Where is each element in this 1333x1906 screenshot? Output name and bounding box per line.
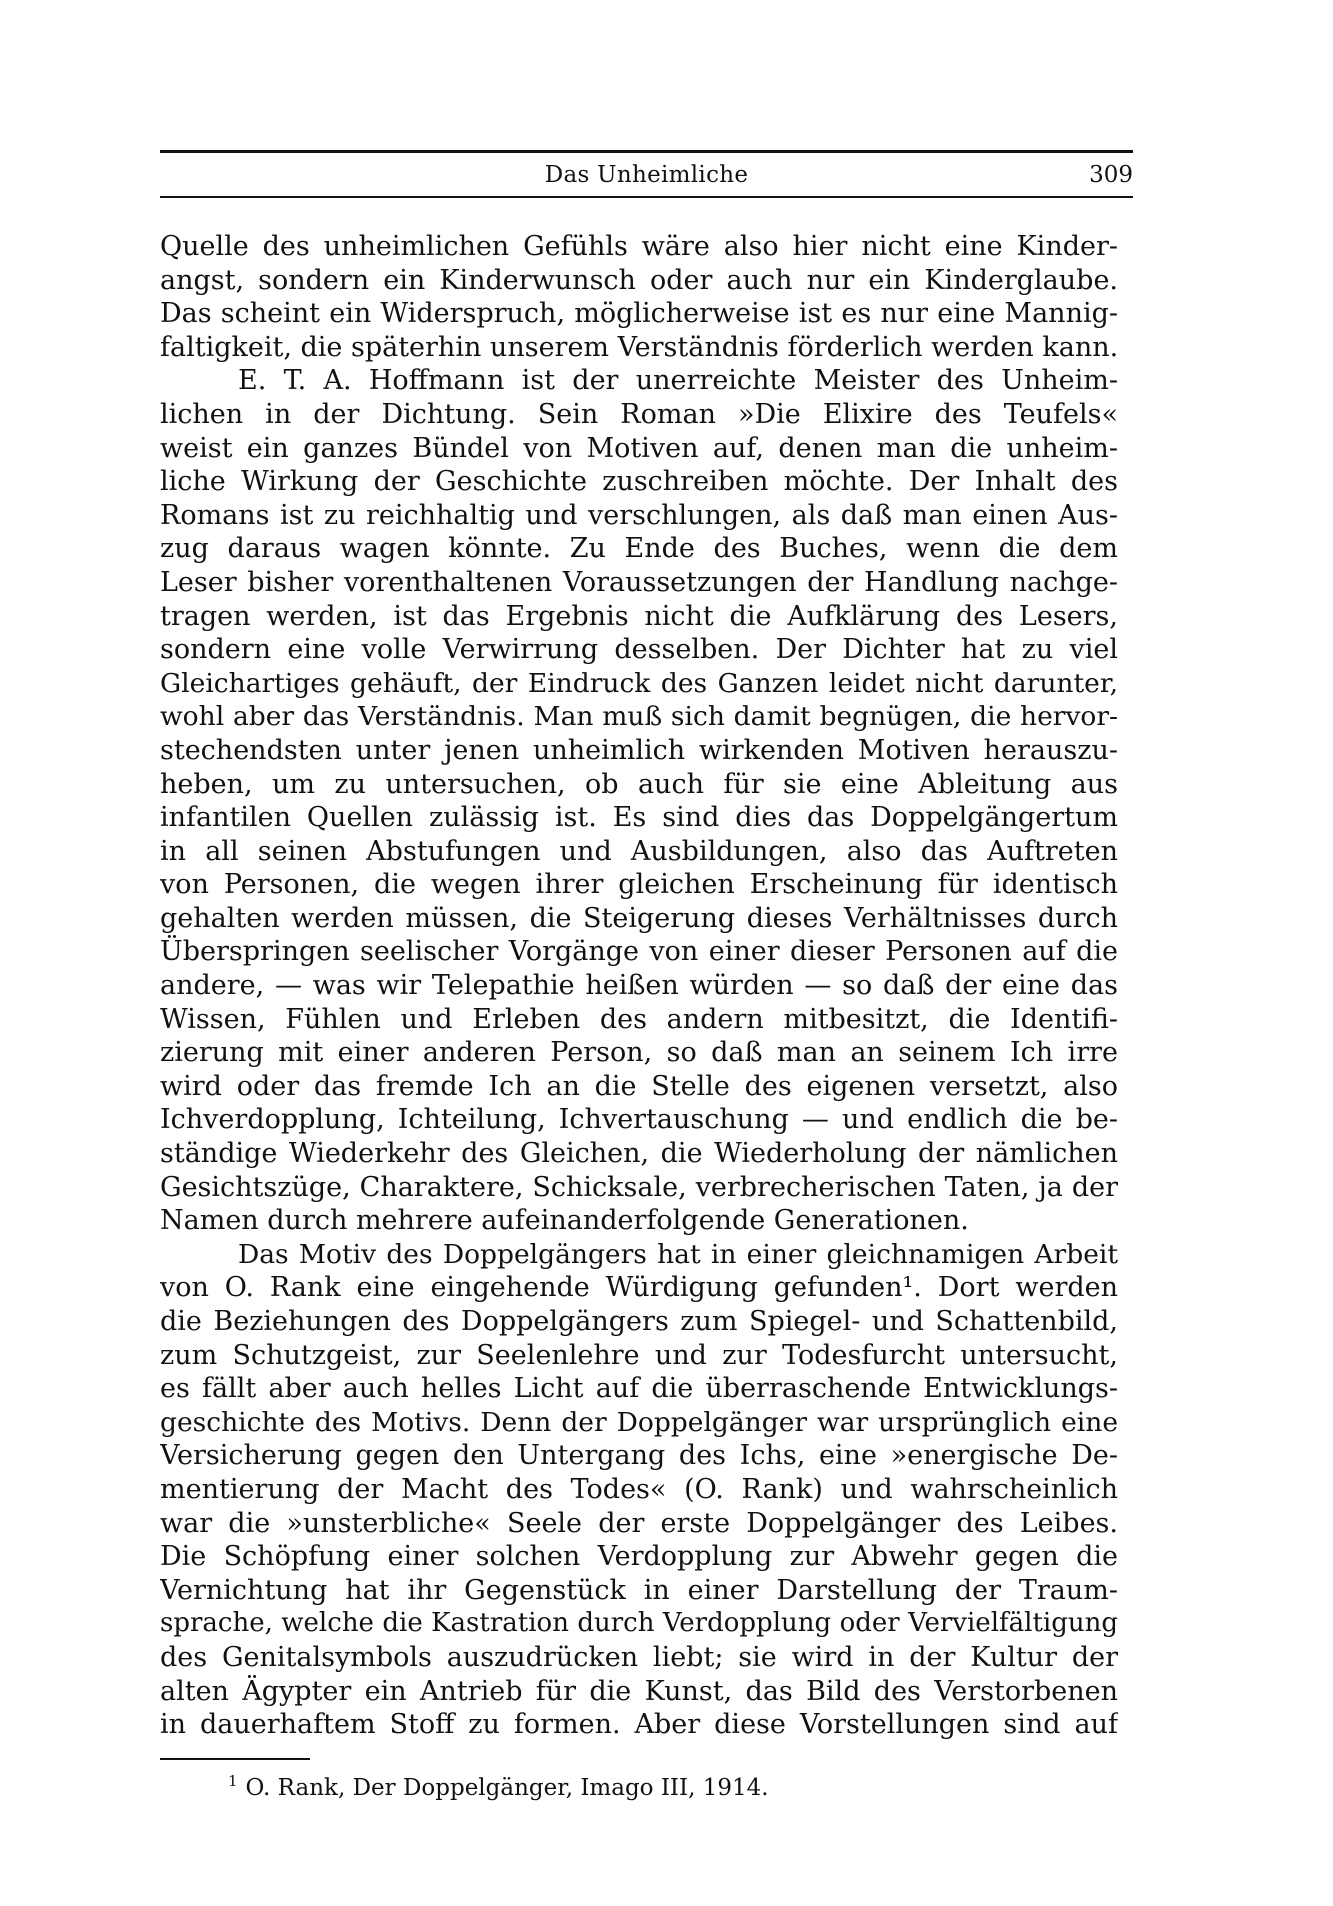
text-line: Ichverdopplung, Ichteilung, Ichvertauschung — und endlich die be‑ (160, 1104, 1118, 1136)
header-rule (160, 196, 1133, 198)
text-line: weist ein ganzes Bündel von Motiven auf, denen man die unheim‑ (160, 432, 1118, 464)
text-line: faltigkeit, die späterhin unserem Verständnis förderlich werden kann. (160, 331, 1118, 363)
text-line: von Personen, die wegen ihrer gleichen Erscheinung für identisch (160, 869, 1118, 901)
footnote (228, 1773, 769, 1803)
text-line: E. T. A. Hoffmann ist der unerreichte Meister des Unheim‑ (238, 365, 1118, 397)
text-line: Vernichtung hat ihr Gegenstück in einer Darstellung der Traum‑ (160, 1574, 1118, 1606)
text-line: des Genitalsymbols auszudrücken liebt; sie wird in der Kultur der (160, 1641, 1118, 1673)
text-line: mentierung der Macht des Todes« (O. Rank) und wahrscheinlich (160, 1473, 1118, 1505)
text-line: Romans ist zu reichhaltig und verschlungen, als daß man einen Aus‑ (160, 499, 1118, 531)
text-line: angst, sondern ein Kinderwunsch oder auch nur ein Kinderglaube. (160, 264, 1118, 296)
text-line: Quelle des unheimlichen Gefühls wäre also hier nicht eine Kinder‑ (160, 231, 1118, 262)
text-line: es fällt aber auch helles Licht auf die überraschende Entwicklungs‑ (160, 1373, 1118, 1405)
text-line: Wissen, Fühlen und Erleben des andern mitbesitzt, die Identifi‑ (160, 1003, 1118, 1035)
top-rule (160, 150, 1133, 153)
text-line: zug daraus wagen könnte. Zu Ende des Buches, wenn die dem (160, 533, 1118, 565)
text-line: andere, — was wir Telepathie heißen würden — so daß der eine das (160, 970, 1118, 1002)
text-line: geschichte des Motivs. Denn der Doppelgänger war ursprünglich eine (160, 1406, 1118, 1438)
footnote-text: O. Rank, Der Doppelgänger, Imago III, 1914. (245, 1775, 769, 1801)
text-line: tragen werden, ist das Ergebnis nicht die Aufklärung des Lesers, (160, 600, 1118, 632)
text-line: lichen in der Dichtung. Sein Roman »Die Elixire des Teufels« (160, 398, 1118, 430)
running-title: Das Unheimliche (544, 162, 749, 188)
text-line: Die Schöpfung einer solchen Verdopplung zur Abwehr gegen die (160, 1541, 1118, 1573)
text-line: Das Motiv des Doppelgängers hat in einer gleichnamigen Arbeit (238, 1238, 1118, 1270)
text-line: Gleichartiges gehäuft, der Eindruck des Ganzen leidet nicht darunter, (160, 667, 1118, 699)
text-line: in dauerhaftem Stoff zu formen. Aber diese Vorstellungen sind auf (160, 1709, 1118, 1741)
text-line: gehalten werden müssen, die Steigerung dieses Verhältnisses durch (160, 902, 1118, 934)
page-number: 309 (1089, 162, 1133, 188)
running-head (160, 158, 1133, 198)
text-line: Überspringen seelischer Vorgänge von einer dieser Personen auf die (160, 936, 1118, 968)
text-line: heben, um zu untersuchen, ob auch für sie eine Ableitung aus (160, 768, 1118, 800)
text-line: von O. Rank eine eingehende Würdigung gefunden¹. Dort werden (160, 1272, 1118, 1304)
text-line: Leser bisher vorenthaltenen Voraussetzungen der Handlung nachge‑ (160, 566, 1118, 598)
text-line: sprache, welche die Kastration durch Verdopplung oder Vervielfältigung (160, 1608, 1118, 1639)
text-line: Namen durch mehrere aufeinanderfolgende Generationen. (160, 1205, 969, 1237)
text-line: war die »unsterbliche« Seele der erste Doppelgänger des Leibes. (160, 1507, 1118, 1539)
text-line: wird oder das fremde Ich an die Stelle des eigenen versetzt, also (160, 1070, 1118, 1102)
text-line: zierung mit einer anderen Person, so daß man an seinem Ich irre (160, 1037, 1118, 1069)
text-line: liche Wirkung der Geschichte zuschreiben möchte. Der Inhalt des (160, 466, 1118, 498)
text-line: Versicherung gegen den Untergang des Ichs, eine »energische De‑ (160, 1440, 1118, 1472)
text-line: infantilen Quellen zulässig ist. Es sind dies das Doppelgängertum (160, 802, 1118, 834)
footnote-rule (160, 1758, 310, 1760)
text-line: Das scheint ein Widerspruch, möglicherweise ist es nur eine Mannig‑ (160, 298, 1118, 330)
text-line: sondern eine volle Verwirrung desselben. Der Dichter hat zu viel (160, 634, 1118, 666)
footnote-marker: 1 (228, 1772, 238, 1791)
text-line: in all seinen Abstufungen und Ausbildungen, also das Auftreten (160, 835, 1118, 867)
text-line: wohl aber das Verständnis. Man muß sich damit begnügen, die hervor‑ (160, 701, 1118, 733)
body-text (160, 230, 1118, 1742)
text-line: alten Ägypter ein Antrieb für die Kunst, das Bild des Verstorbenen (160, 1675, 1118, 1707)
text-line: ständige Wiederkehr des Gleichen, die Wiederholung der nämlichen (160, 1138, 1118, 1170)
text-line: stechendsten unter jenen unheimlich wirkenden Motiven herauszu‑ (160, 734, 1118, 766)
text-line: die Beziehungen des Doppelgängers zum Spiegel‑ und Schattenbild, (160, 1306, 1118, 1337)
text-line: zum Schutzgeist, zur Seelenlehre und zur Todesfurcht untersucht, (160, 1339, 1118, 1371)
text-line: Gesichtszüge, Charaktere, Schicksale, verbrecherischen Taten, ja der (160, 1171, 1118, 1203)
